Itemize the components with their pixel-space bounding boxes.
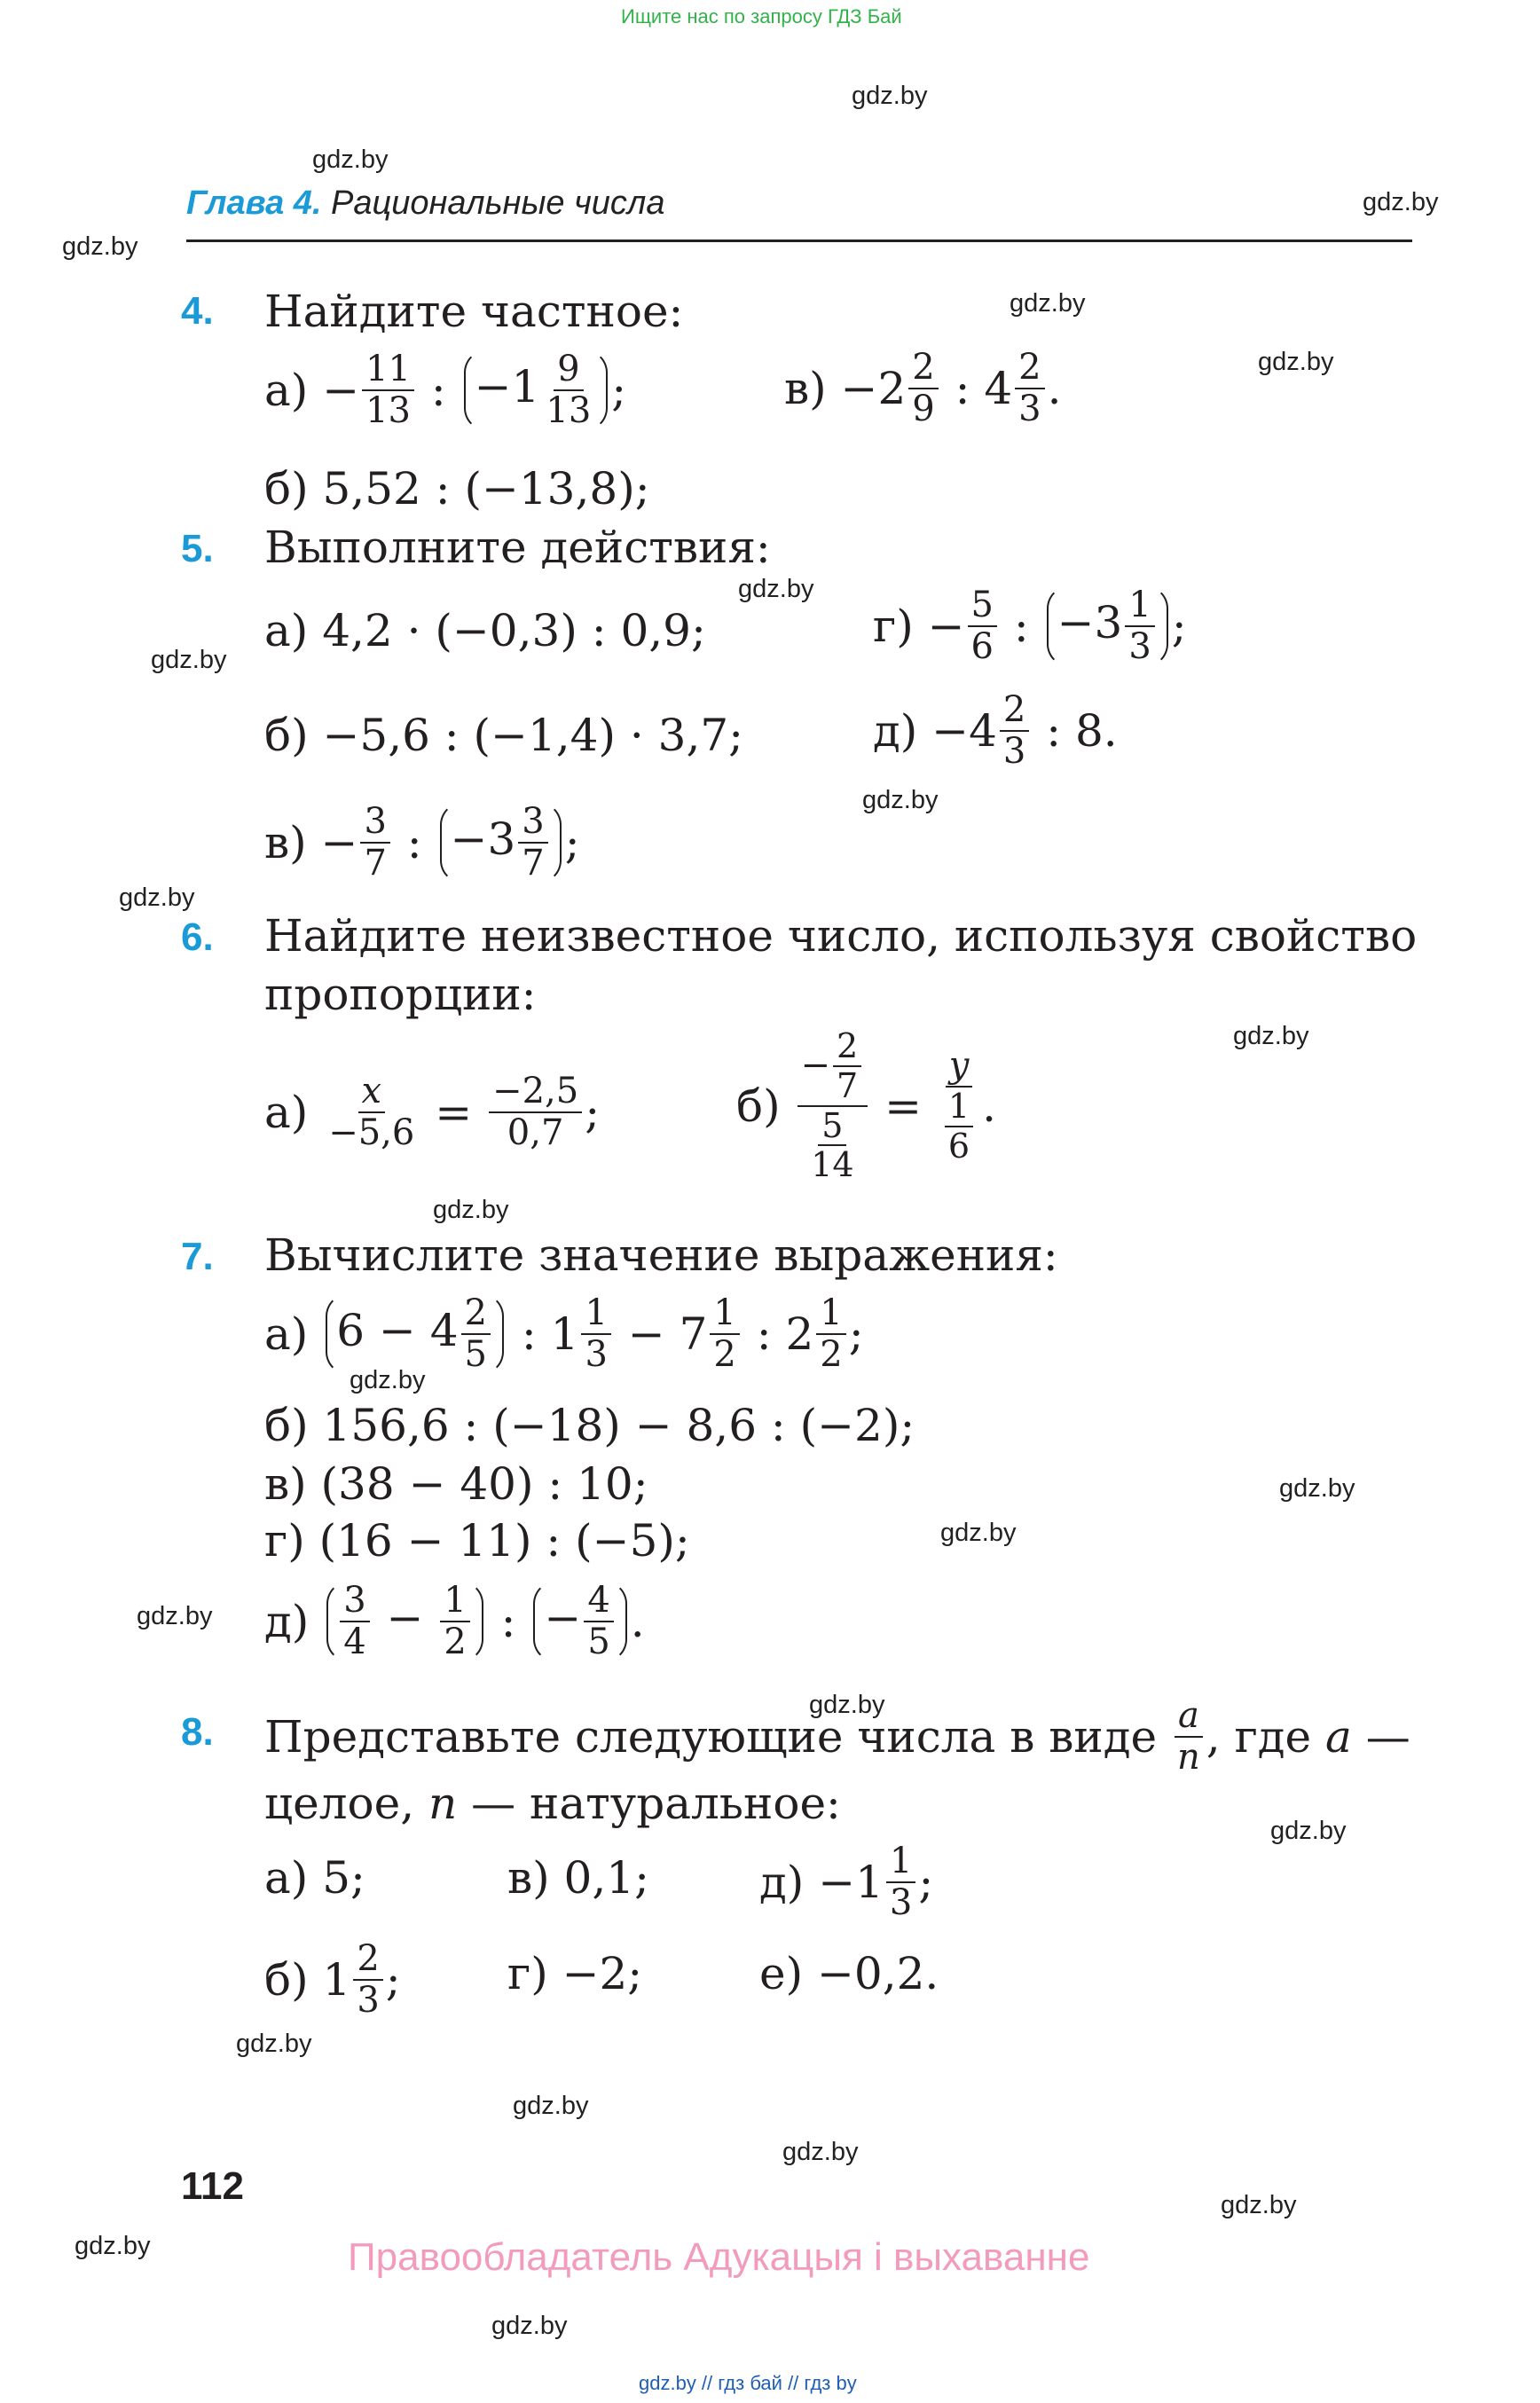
chapter-header <box>186 185 664 223</box>
watermark: gdz.by <box>151 646 227 674</box>
task-text-line2: пропорции: <box>264 969 537 1020</box>
expression-4a: а) − $\frac{11}{13}$ : −1 $\frac{9}{13}$ ; <box>264 349 627 431</box>
top-search-link[interactable]: Ищите нас по запросу ГДЗ Бай <box>621 5 902 27</box>
watermark: gdz.by <box>1279 1474 1355 1503</box>
page-number: 112 <box>181 2164 244 2208</box>
variable-a: a <box>1325 1710 1352 1763</box>
expression-7v: в) (38 − 40) : 10; <box>264 1458 648 1510</box>
expression-4b: б) 5,52 : (−13,8); <box>264 463 650 514</box>
expression-6b: б) − $\frac{2}{7}$ $\frac{5}{14}$ = $\frac{y}{\frac{1}{6}}$ . <box>736 1026 996 1185</box>
task-text: Выполните действия: <box>264 522 771 573</box>
task8-text: — натуральное: <box>471 1778 841 1829</box>
watermark: gdz.by <box>137 1602 213 1630</box>
fraction-denominator: 3 <box>889 1881 913 1923</box>
variable-n: n <box>428 1778 458 1829</box>
expression-5d: д) −4 $\frac{2}{3}$ : 8. <box>873 689 1118 772</box>
task8-text-end: , где <box>1206 1710 1312 1763</box>
task-text: Вычислите значение выражения: <box>264 1229 1058 1281</box>
watermark: gdz.by <box>1233 1022 1309 1050</box>
item-8a: а) 5; <box>264 1852 365 1904</box>
watermark: gdz.by <box>491 2312 568 2340</box>
watermark: gdz.by <box>862 786 939 814</box>
task-text-line1: Найдите неизвестное число, используя свойство <box>264 910 1418 962</box>
task-number: 8. <box>181 1710 214 1754</box>
item-8b: б) 1 $\frac{2}{3}$ ; <box>264 1938 401 2021</box>
task8-text: целое, <box>264 1778 415 1829</box>
fraction-numerator: 1 <box>886 1843 915 1883</box>
dash: — <box>1365 1710 1410 1763</box>
watermark: gdz.by <box>62 232 138 261</box>
watermark: gdz.by <box>782 2138 859 2166</box>
expression-4c: в) −2 $\frac{2}{9}$ : 4 $\frac{2}{3}$ . <box>784 347 1062 429</box>
item-8d: д) −1 $\frac{1}{3}$ ; <box>759 1841 934 1923</box>
task-number: 7. <box>181 1235 214 1278</box>
expression-7a: а) 6 − 4 $\frac{2}{5}$ : 1 $\frac{1}{3}$ − 7 $\frac{1}{2}$ : 2 $\frac{1}{2}$ ; <box>264 1292 864 1375</box>
expression-6a: а) $\frac{x}{-5,6}$ = $\frac{-2,5}{0,7}$ ; <box>264 1071 601 1153</box>
copyright-notice: Правообладатель Адукацыя і выхаванне <box>348 2235 1090 2279</box>
watermark: gdz.by <box>119 883 195 912</box>
task-number: 4. <box>181 289 214 333</box>
item-label: б) 1 <box>264 1953 351 2006</box>
watermark: gdz.by <box>738 575 814 603</box>
expression-5g: г) − $\frac{5}{6}$ : −3 $\frac{1}{3}$ ; <box>873 585 1187 667</box>
expression-5b: б) −5,6 : (−1,4) · 3,7; <box>264 710 744 761</box>
watermark: gdz.by <box>1270 1817 1347 1845</box>
fraction-denominator: 3 <box>357 1979 380 2021</box>
watermark: gdz.by <box>236 2030 312 2058</box>
watermark: gdz.by <box>809 1691 885 1719</box>
watermark: gdz.by <box>433 1196 509 1224</box>
item-8e: е) −0,2. <box>759 1948 939 1999</box>
header-rule <box>186 240 1412 242</box>
watermark: gdz.by <box>940 1519 1017 1547</box>
item-8g: г) −2; <box>507 1948 643 1999</box>
footer-links[interactable]: gdz.by // гдз бай // гдз by <box>639 2372 857 2394</box>
watermark: gdz.by <box>852 82 928 110</box>
chapter-label: Глава 4. <box>186 185 322 222</box>
watermark: gdz.by <box>1221 2191 1297 2219</box>
watermark: gdz.by <box>1258 348 1334 376</box>
item-8v: в) 0,1; <box>507 1852 649 1904</box>
watermark: gdz.by <box>312 145 389 174</box>
task-text-line2 <box>264 1778 841 1829</box>
expression-7d: д) $\frac{3}{4}$ − $\frac{1}{2}$ : − $\frac{4}{5}$ . <box>264 1580 645 1662</box>
watermark: gdz.by <box>75 2232 151 2260</box>
chapter-title: Рациональные числа <box>331 185 665 222</box>
task-number: 6. <box>181 915 214 959</box>
task8-text: Представьте следующие числа в виде <box>264 1710 1158 1763</box>
watermark: gdz.by <box>1363 188 1439 216</box>
watermark: gdz.by <box>350 1366 426 1394</box>
expression-7b: б) 156,6 : (−18) − 8,6 : (−2); <box>264 1400 915 1451</box>
item-value: −1 <box>818 1856 884 1908</box>
fraction-numerator: 2 <box>353 1941 382 1981</box>
expression-7g: г) (16 − 11) : (−5); <box>264 1515 690 1567</box>
watermark: gdz.by <box>1010 289 1086 318</box>
item-label: д) <box>759 1856 805 1908</box>
expression-5v: в) − $\frac{3}{7}$ : −3 $\frac{3}{7}$ ; <box>264 801 580 883</box>
task-number: 5. <box>181 527 214 570</box>
task-text-line1: Представьте следующие числа в виде $\frac{a}{n}$ , где a — <box>264 1695 1410 1778</box>
task-text: Найдите частное: <box>264 286 684 337</box>
watermark: gdz.by <box>513 2092 589 2120</box>
expression-5a: а) 4,2 · (−0,3) : 0,9; <box>264 605 706 656</box>
